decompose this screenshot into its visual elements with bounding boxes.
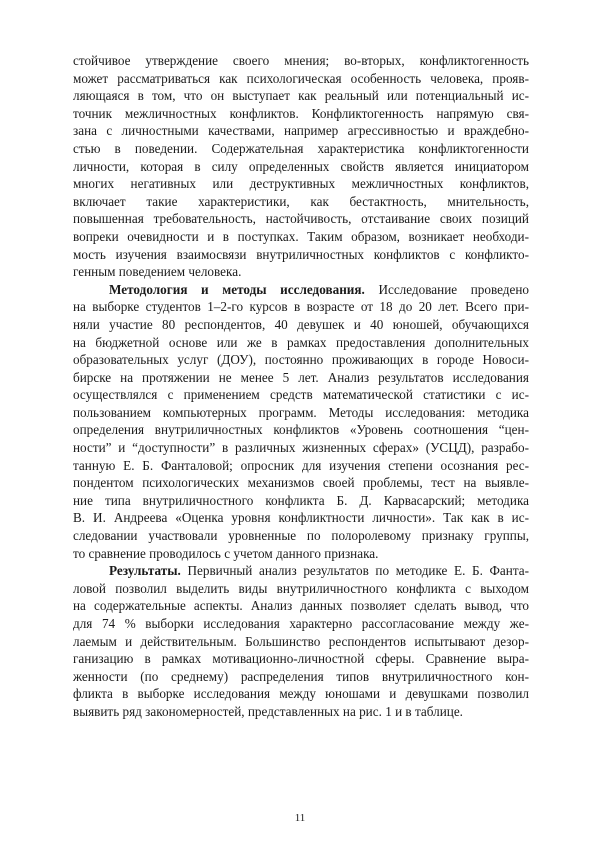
text-line: ляющаяся в том, что он выступает как реальный или потенциальный ис-: [73, 88, 529, 104]
text-line: пользованием компьютерных программ. Методы исследования: методика: [73, 404, 529, 420]
text-line: стойчивое утверждение своего мнения; во-вторых, конфликтогенность: [73, 53, 529, 68]
text-line: лаемым и действительным. Большинство респондентов испытывают дезор-: [73, 633, 529, 649]
paragraph-first-line: [73, 562, 529, 580]
text-line: определения внутриличностных конфликтов «Уровень соотношения “цен-: [73, 422, 529, 438]
text-line: мость изучения взаимосвязи внутриличностных конфликтов с конфликто-: [73, 246, 529, 262]
text-line: ности” и “доступности” в различных жизненных сферах» (УСЦД), разрабо-: [73, 440, 529, 456]
text-line: повышенная требовательность, настойчивость, отстаивание своих позиций: [73, 211, 529, 227]
text-line: для 74 % выборки исследования характерно рассогласование между же-: [73, 616, 529, 631]
paragraph-methodology: [73, 281, 529, 563]
paragraph-results: [73, 562, 529, 720]
text-line: стью в поведении. Содержательная характеристика конфликтогенности: [73, 140, 529, 156]
text-line: точник межличностных конфликтов. Конфликтогенность напрямую свя-: [73, 105, 529, 121]
text-line: женности (по среднему) распределения типов внутриличностного кон-: [73, 668, 529, 684]
section-heading-results: Результаты.: [109, 563, 181, 579]
text-line: образовательных услуг (ДОУ), постоянно проживающих в городе Новоси-: [73, 352, 529, 368]
text-line: зана с личностными качествами, например агрессивностью и враждебно-: [73, 123, 529, 139]
text-line: ганизацию в рамках мотивационно-личностной сферы. Сравнение выра-: [73, 651, 529, 667]
text-line: бирске на протяжении не менее 5 лет. Анализ результатов исследования: [73, 369, 529, 385]
text-line: может рассматриваться как психологическая особенность человека, прояв-: [73, 70, 529, 86]
text-run: Первичный анализ результатов по методике Е. Б. Фанта-: [180, 563, 529, 579]
text-line: включает такие характеристики, как бестактность, мнительность,: [73, 193, 529, 209]
text-line: на бюджетной основе или же в рамках предоставления дополнительных: [73, 334, 529, 350]
section-heading-methodology: Методология и методы исследования.: [109, 281, 365, 297]
text-line: то сравнение проводилось с учетом данного признака.: [73, 545, 379, 561]
paragraph-first-line: [73, 281, 529, 299]
text-line: на содержательные аспекты. Анализ данных позволяет сделать вывод, что: [73, 598, 529, 614]
text-line: В. И. Андреева «Оценка уровня конфликтности личности». Так как в ис-: [73, 510, 529, 526]
text-line: на выборке студентов 1–2-го курсов в возрасте от 18 до 20 лет. Всего при-: [73, 299, 529, 315]
text-line: следовании участвовали уровненные по полоролевому признаку группы,: [73, 528, 529, 544]
paragraph-conflictogenicity: [73, 52, 529, 281]
text-line: ловой позволил выделить виды внутриличностного конфликта с выходом: [73, 580, 529, 596]
text-line: няли участие 80 респондентов, 40 девушек и 40 юношей, обучающихся: [73, 316, 529, 332]
text-line: генным поведением человека.: [73, 264, 242, 280]
text-line: личности, которая в силу определенных свойств является инициатором: [73, 158, 529, 174]
text-line: осуществлялся с применением средств математической статистики с ис-: [73, 387, 529, 403]
page-number: 11: [294, 812, 306, 824]
body-text: [73, 52, 529, 721]
text-line: танную Е. Б. Фанталовой; опросник для изучения степени осознания рес-: [73, 457, 529, 473]
text-line: многих негативных или деструктивных межличностных конфликтов,: [73, 176, 529, 192]
text-run: Исследование проведено: [364, 281, 529, 297]
text-line: вопреки очевидности и в поступках. Таким образом, возникает необходи-: [73, 228, 529, 244]
text-line: пондентом психологических механизмов своей проблемы, тест на выявле-: [73, 475, 529, 491]
text-line: выявить ряд закономерностей, представленных на рис. 1 и в таблице.: [73, 703, 463, 719]
text-line: ние типа внутриличностного конфликта Б. Д. Карвасарский; методика: [73, 492, 529, 508]
text-line: фликта в выборке исследования между юношами и девушками позволил: [73, 686, 529, 702]
